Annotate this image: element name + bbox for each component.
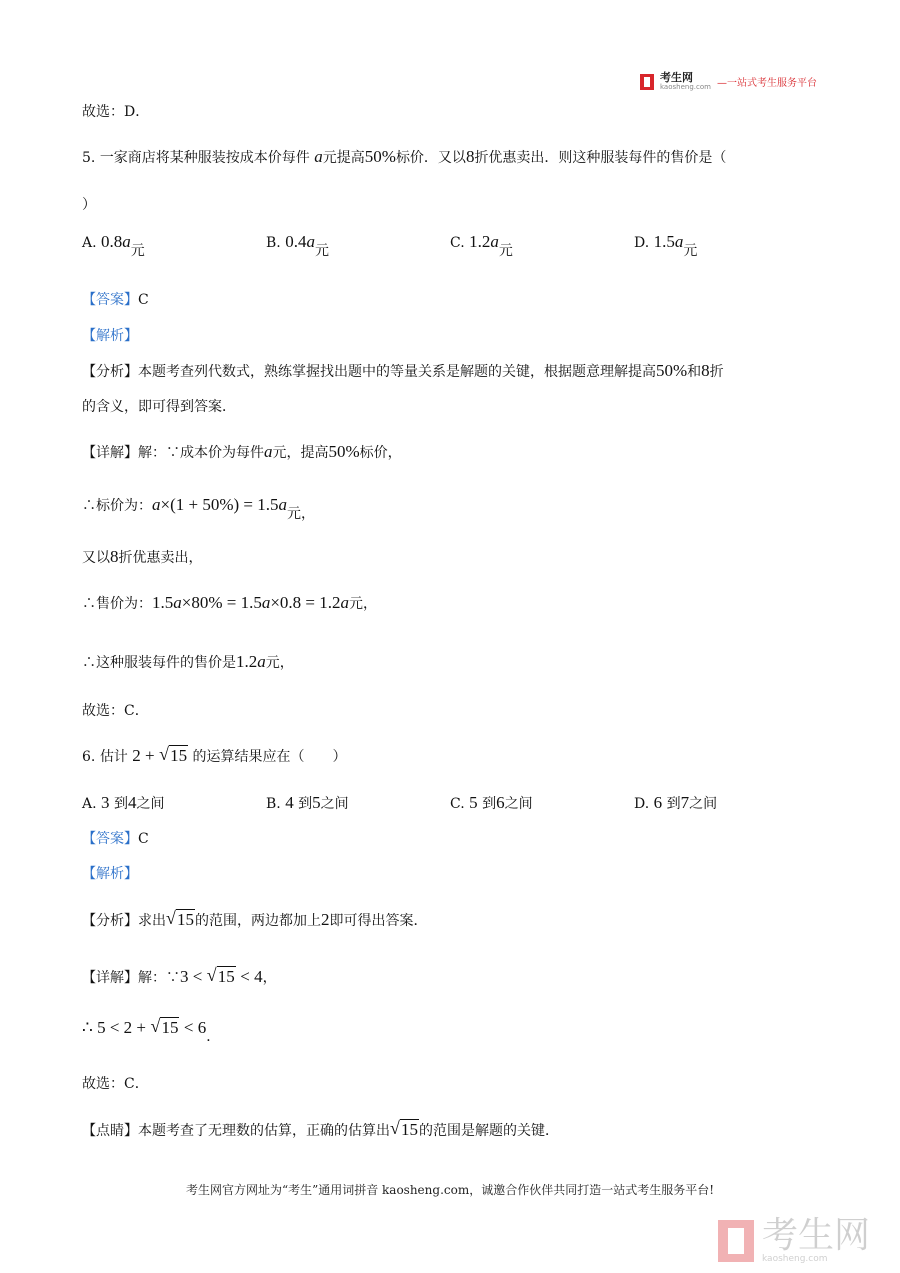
q5-option-c[interactable]: C. 1.2a元	[450, 232, 513, 259]
q5-step-1: ∴标价为：a×(1 + 50%) = 1.5a元，	[82, 495, 315, 522]
q6-option-d[interactable]: D. 6 到7之间	[634, 793, 718, 812]
q6-option-c[interactable]: C. 5 到6之间	[450, 793, 533, 812]
header-logo	[640, 72, 817, 91]
footer-text: 考生网官方网址为“考生”通用词拼音 kaosheng.com，诚邀合作伙伴共同打造一站式考生服务平台!	[185, 1183, 715, 1197]
q6-step-1: ∴ 5 < 2 + √ 15 < 6．	[82, 1016, 221, 1045]
watermark	[718, 1215, 871, 1264]
q5-step-2: 又以8折优惠卖出，	[82, 547, 203, 566]
kaosheng-logo-icon	[640, 74, 654, 90]
q5-option-d[interactable]: D. 1.5a元	[634, 232, 698, 259]
q5-stem-close: ）	[82, 197, 96, 213]
logo-domain: kaosheng.com	[660, 83, 711, 91]
q5-stem: 5. 一家商店将某种服装按成本价每件 a元提高50%标价．又以8折优惠卖出．则这种服装每件的售价是（	[82, 147, 727, 166]
q6-option-a[interactable]: A. 3 到4之间	[82, 793, 165, 812]
q5-step-4: ∴这种服装每件的售价是1.2a元，	[82, 652, 294, 671]
q6-fenxi: 【分析】求出 √ 15的范围，两边都加上2即可得出答案．	[82, 908, 428, 929]
q6-dianjing: 【点睛】本题考查了无理数的估算，正确的估算出 √ 15的范围是解题的关键．	[82, 1118, 559, 1139]
prev-answer: 故选：D．	[82, 104, 150, 120]
kaosheng-watermark-icon	[718, 1220, 754, 1262]
sqrt-15: √ 15	[150, 1016, 179, 1037]
q5-step-3: ∴售价为：1.5a×80% = 1.5a×0.8 = 1.2a元，	[82, 593, 378, 612]
logo-text: 考生网	[660, 71, 693, 84]
q5-fenxi-cont: 的含义，即可得到答案．	[82, 399, 236, 415]
q5-option-a[interactable]: A. 0.8a元	[82, 232, 145, 259]
sqrt-15: √ 15	[166, 908, 194, 929]
logo-slogan: —一站式考生服务平台	[716, 78, 817, 89]
q5-analysis-tag: 【解析】	[82, 328, 138, 344]
q6-analysis-tag: 【解析】	[82, 866, 138, 882]
watermark-domain: kaosheng.com	[762, 1254, 828, 1264]
watermark-text: 考生网	[762, 1215, 871, 1256]
q6-answer: 【答案】C	[82, 831, 149, 847]
q5-detail: 【详解】解：∵成本价为每件a元，提高50%标价，	[82, 442, 402, 461]
q6-final: 故选：C．	[82, 1076, 149, 1092]
sqrt-15: √ 15	[206, 965, 235, 986]
q6-stem: 6. 估计 2 + √ 15 的运算结果应在（ ）	[82, 744, 347, 765]
sqrt-15: √ 15	[390, 1118, 418, 1139]
q5-final: 故选：C．	[82, 703, 149, 719]
q5-option-b[interactable]: B. 0.4a元	[266, 232, 329, 259]
q5-fenxi: 【分析】本题考查列代数式，熟练掌握找出题中的等量关系是解题的关键，根据题意理解提高50%和8折	[82, 361, 724, 380]
sqrt-15: √ 15	[159, 744, 188, 765]
q6-option-b[interactable]: B. 4 到5之间	[266, 793, 349, 812]
q5-answer: 【答案】C	[82, 292, 149, 308]
q6-detail: 【详解】解：∵3 < √ 15 < 4，	[82, 965, 277, 986]
